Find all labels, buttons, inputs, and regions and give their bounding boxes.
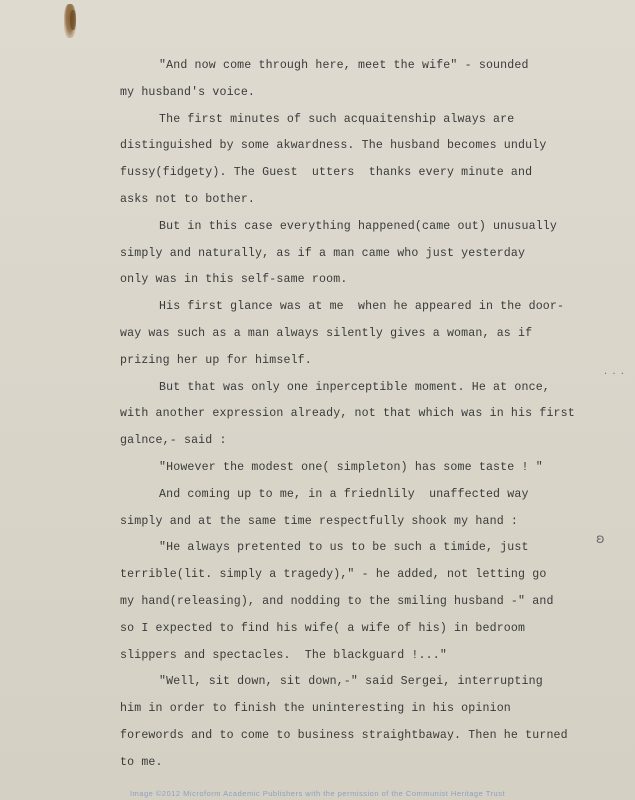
text-line: so I expected to find his wife( a wife of his) in bedroom <box>120 621 526 635</box>
text-line: "Well, sit down, sit down,-" said Sergei, interrupting <box>159 675 543 689</box>
text-line: galnce,- said : <box>120 434 227 448</box>
text-line: prizing her up for himself. <box>120 353 312 367</box>
text-line: simply and at the same time respectfully shook my hand : <box>120 514 519 528</box>
text-line: simply and naturally, as if a man came who just yesterday <box>120 246 526 260</box>
text-line: And coming up to me, in a friednlily unaffected way <box>159 487 529 501</box>
text-line: him in order to finish the uninteresting in his opinion <box>120 702 511 716</box>
text-line: only was in this self-same room. <box>120 273 348 287</box>
text-line: with another expression already, not that which was in his first <box>120 407 575 421</box>
text-line: slippers and spectacles. The blackguard !..." <box>120 648 447 662</box>
copyright-footer: Image ©2012 Microform Academic Publishers with the permission of the Communist Heritage Trust <box>129 789 506 798</box>
text-line: fussy(fidgety). The Guest utters thanks every minute and <box>120 166 533 180</box>
text-line: But in this case everything happened(came out) unusually <box>159 219 558 233</box>
text-line: But that was only one inperceptible moment. He at once, <box>159 380 550 394</box>
text-line: asks not to bother. <box>120 192 256 206</box>
typewritten-text <box>120 53 620 777</box>
text-line: The first minutes of such acquaitenship always are <box>159 112 515 126</box>
text-line: to me. <box>120 755 163 769</box>
text-line: terrible(lit. simply a tragedy)," - he added, not letting go <box>120 568 547 582</box>
text-line: way was such as a man always silently gives a woman, as if <box>120 326 533 340</box>
text-line: distinguished by some akwardness. The husband becomes unduly <box>120 139 547 153</box>
text-line: forewords and to come to business straightbaway. Then he turned <box>120 728 568 742</box>
text-line: "However the modest one( simpleton) has some taste ! " <box>159 460 543 474</box>
margin-check-mark: ʚ <box>596 532 605 547</box>
text-line: His first glance was at me when he appeared in the door- <box>159 300 565 314</box>
text-line: "And now come through here, meet the wife" - sounded <box>159 59 529 72</box>
text-line: my husband's voice. <box>120 85 256 99</box>
text-line: my hand(releasing), and nodding to the smiling husband -" and <box>120 594 554 608</box>
text-line: "He always pretented to us to be such a timide, just <box>159 541 529 555</box>
margin-dots: · · · <box>604 369 625 380</box>
rust-stain-core <box>70 10 76 30</box>
